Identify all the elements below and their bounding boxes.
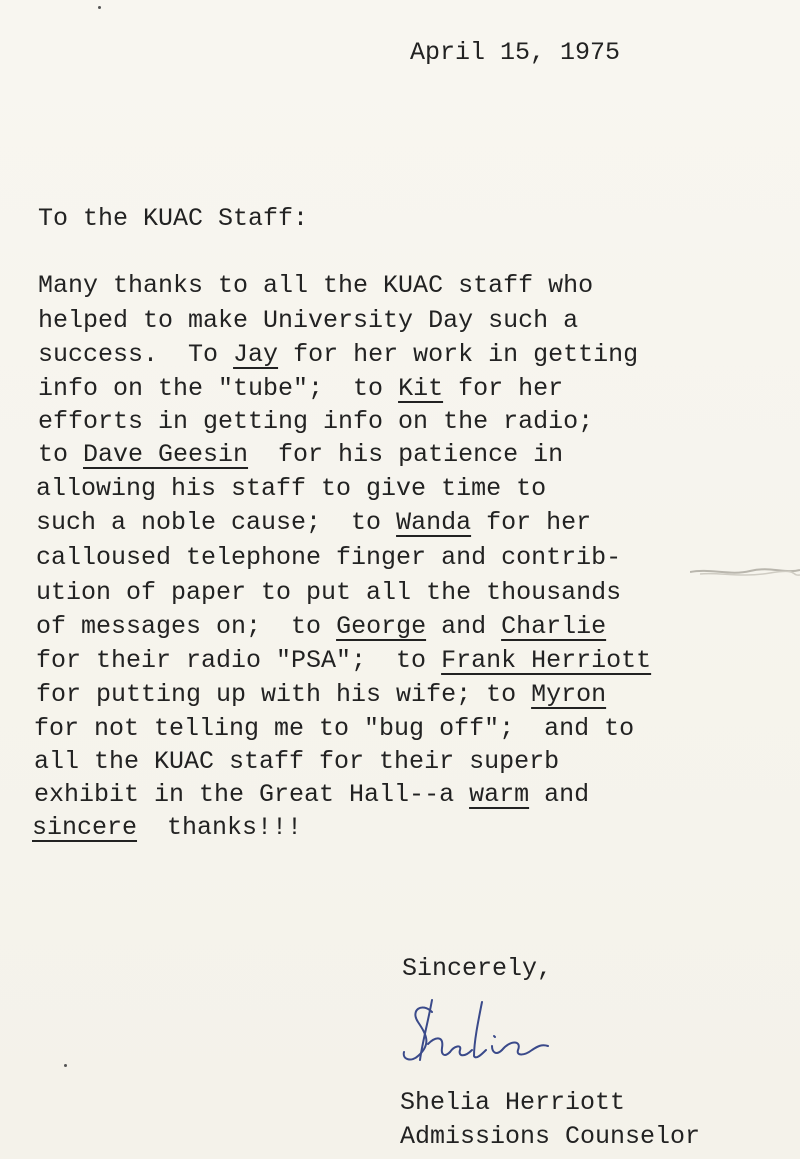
underlined-name: Wanda: [396, 508, 472, 537]
body-line: [36, 543, 621, 572]
body-line: [38, 340, 638, 369]
body-text: for his patience in: [248, 440, 564, 469]
body-text: for putting up with his wife; to: [36, 680, 532, 709]
paper-speck: [64, 1064, 67, 1067]
body-line: [36, 578, 621, 607]
body-line: [34, 780, 589, 809]
paper-crease: [690, 560, 800, 584]
body-text: calloused telephone finger and contrib-: [36, 543, 622, 572]
body-text: all the KUAC staff for their superb: [34, 747, 560, 776]
underlined-word: sincere: [32, 813, 138, 842]
body-line: [32, 813, 302, 842]
underlined-name: Jay: [233, 340, 279, 369]
body-line: [36, 646, 651, 675]
body-line: [38, 374, 563, 403]
body-line: [38, 306, 578, 335]
paper-speck: [98, 6, 101, 9]
body-text: exhibit in the Great Hall--a: [34, 780, 470, 809]
underlined-name: warm: [469, 780, 530, 809]
body-text: success. To: [38, 340, 234, 369]
underlined-name: Myron: [531, 680, 607, 709]
body-line: [38, 440, 563, 469]
body-text: for her: [471, 508, 592, 537]
body-text: Many thanks to all the KUAC staff who: [38, 271, 594, 300]
body-text: for her work in getting: [278, 340, 639, 369]
salutation: To the KUAC Staff:: [38, 204, 309, 233]
signer-title: Admissions Counselor: [400, 1122, 701, 1151]
body-line: [36, 680, 606, 709]
body-text: info on the "tube"; to: [38, 374, 399, 403]
body-line: [34, 714, 634, 743]
underlined-name: George: [336, 612, 427, 641]
body-text: ution of paper to put all the thousands: [36, 578, 622, 607]
body-line: [36, 508, 591, 537]
body-line: [38, 271, 593, 300]
body-text: to: [38, 440, 84, 469]
signature: [392, 992, 562, 1082]
underlined-name: Charlie: [501, 612, 607, 641]
letter-date: April 15, 1975: [410, 38, 621, 67]
body-text: allowing his staff to give time to: [36, 474, 547, 503]
underlined-name: Dave Geesin: [83, 440, 249, 469]
body-text: efforts in getting info on the radio;: [38, 407, 594, 436]
body-line: [38, 407, 593, 436]
body-line: [36, 474, 546, 503]
body-text: for not telling me to "bug off"; and to: [34, 714, 635, 743]
underlined-name: Kit: [398, 374, 444, 403]
body-text: helped to make University Day such a: [38, 306, 579, 335]
underlined-name: Frank Herriott: [441, 646, 652, 675]
body-text: such a noble cause; to: [36, 508, 397, 537]
body-text: of messages on; to: [36, 612, 337, 641]
body-line: [34, 747, 559, 776]
body-text: for their radio "PSA"; to: [36, 646, 442, 675]
body-text: and: [529, 780, 590, 809]
body-line: [36, 612, 606, 641]
closing: Sincerely,: [402, 954, 553, 983]
signer-name: Shelia Herriott: [400, 1088, 626, 1117]
body-text: thanks!!!: [137, 813, 303, 842]
body-text: and: [426, 612, 502, 641]
body-text: for her: [443, 374, 564, 403]
